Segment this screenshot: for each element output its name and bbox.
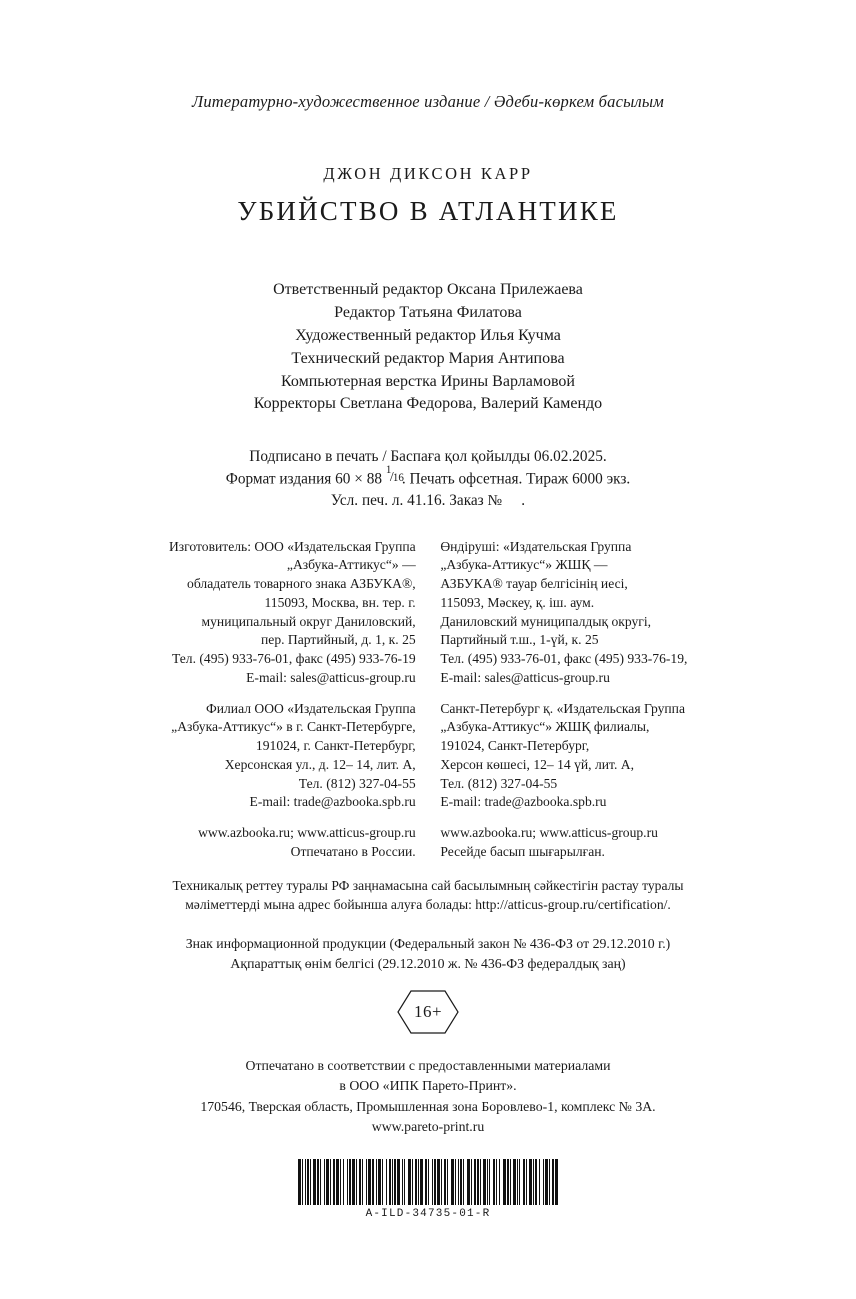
imprint-email-line: E-mail: sales@atticus-group.ru [246,669,416,685]
printed-by-block [120,1056,736,1137]
certification-url-line: мәліметтерді мына адрес бойынша алуға болады: http://atticus-group.ru/certification/. [185,897,671,912]
format-suffix: . Печать офсетная. Тираж 6000 экз. [401,470,631,488]
imprint-email-line: E-mail: trade@azbooka.spb.ru [440,794,607,810]
series-line: Литературно-художественное издание / Әдеби-көркем басылым [191,92,665,111]
imprint-line: „Азбука-Аттикус“» — [286,557,416,573]
imprint-line: обладатель товарного знака АЗБУКА®, [187,576,416,592]
barcode-block [120,1159,736,1220]
credits-block [120,279,736,416]
credit-line: Корректоры Светлана Федорова, Валерий Камендо [253,395,603,413]
imprint-line: Санкт-Петербург қ. «Издательская Группа [440,700,685,716]
imprint-line: „Азбука-Аттикус“» в г. Санкт-Петербурге, [171,719,416,735]
credit-line: Технический редактор Мария Антипова [291,349,565,367]
certification-block [120,876,736,915]
imprint-line: Херсон көшесі, 12– 14 үй, лит. А, [440,756,634,772]
age-badge-wrapper [120,990,736,1034]
imprint-web-kk [440,824,736,862]
imprint-line: Ресейде басып шығарылған. [440,843,605,859]
imprint-line: Филиал ООО «Издательская Группа [206,700,416,716]
imprint-email-line: E-mail: sales@atticus-group.ru [440,669,610,685]
barcode-label: A-ILD-34735-01-R [365,1207,491,1220]
imprint-branch-ru [120,700,416,813]
print-order-text: Усл. печ. л. 41.16. Заказ № [330,491,503,509]
fraction-slash: / [389,468,394,484]
imprint-web-ru [120,824,416,862]
credit-line: Редактор Татьяна Филатова [334,303,522,321]
imprint-line: Өндіруші: «Издательская Группа [440,538,632,554]
imprint-line: АЗБУКА® тауар белгісінің иесі, [440,576,628,592]
imprint-line: пер. Партийный, д. 1, к. 25 [261,632,416,648]
imprint-manufacturer-ru [120,538,416,688]
imprint-line: Изготовитель: ООО «Издательская Группа [168,538,416,554]
print-signed-date: Подписано в печать / Баспаға қол қойылды 06.02.2025. [249,448,607,466]
age-mark-law-kk: Ақпараттық өнім белгісі (29.12.2010 ж. № 436-ФЗ федералдық заң) [230,956,626,972]
imprint-line: 191024, Санкт-Петербург, [440,738,590,754]
imprint-email-line: E-mail: trade@azbooka.spb.ru [249,794,416,810]
certification-line: Техникалық реттеу туралы РФ заңнамасына сай басылымның сәйкестігін растау туралы [172,877,684,893]
imprint-line: Партийный т.ш., 1-үй, к. 25 [440,632,599,648]
imprint-line: „Азбука-Аттикус“» ЖШҚ филиалы, [440,719,650,735]
imprint-website-line: www.azbooka.ru; www.atticus-group.ru [198,825,416,841]
age-mark-law-block [120,934,736,974]
age-rating-badge [397,990,459,1034]
format-prefix: Формат издания 60 × 88 [225,470,386,488]
imprint-column-ru [120,538,422,862]
printed-by-address: 170546, Тверская область, Промышленная зона Боровлево-1, комплекс № 3А. [200,1098,656,1114]
print-format-line [120,464,736,490]
imprint-line: 115093, Москва, вн. тер. г. [264,594,416,610]
imprint-phone-line: Тел. (812) 327-04-55 [298,775,416,791]
imprint-branch-kk [440,700,736,813]
imprint-phone-line: Тел. (495) 933-76-01, факс (495) 933-76-19 [171,651,416,667]
printed-by-line: в ООО «ИПК Парето-Принт». [339,1078,517,1094]
imprint-line: муниципальный округ Даниловский, [201,613,416,629]
print-sheets-order: Усл. печ. л. 41.16. Заказ № . [330,491,526,509]
age-mark-law-ru: Знак информационной продукции (Федеральный закон № 436-ФЗ от 29.12.2010 г.) [185,936,671,952]
imprint-line: Отпечатано в России. [290,843,416,859]
printed-by-website: www.pareto-print.ru [371,1118,485,1134]
imprint-line: Херсонская ул., д. 12– 14, лит. А, [224,756,416,772]
author-name: ДЖОН ДИКСОН КАРР [323,164,533,183]
imprint-block [120,538,736,862]
age-badge-label: 16+ [413,1002,443,1022]
print-info-block [120,446,736,511]
imprint-website-line: www.azbooka.ru; www.atticus-group.ru [440,825,658,841]
imprint-manufacturer-kk [440,538,736,688]
barcode-image [298,1159,559,1205]
format-fraction [385,464,404,485]
imprint-line: Даниловский муниципалдық округі, [440,613,652,629]
fraction-numerator: 1 [385,464,392,477]
book-title: УБИЙСТВО В АТЛАНТИКЕ [237,196,619,226]
imprint-column-kk [432,538,736,862]
imprint-phone-line: Тел. (812) 327-04-55 [440,775,558,791]
credit-line: Компьютерная верстка Ирины Варламовой [281,372,575,390]
credit-line: Ответственный редактор Оксана Прилежаева [273,281,583,298]
credit-line: Художественный редактор Илья Кучма [295,326,561,344]
imprint-line: 191024, г. Санкт-Петербург, [255,738,416,754]
imprint-line: 115093, Мәскеу, қ. іш. аум. [440,594,595,610]
fraction-denominator: 16 [392,472,404,485]
imprint-line: „Азбука-Аттикус“» ЖШҚ — [440,557,608,573]
imprint-phone-line: Тел. (495) 933-76-01, факс (495) 933-76-19, [440,651,688,667]
printed-by-line: Отпечатано в соответствии с предоставленными материалами [245,1058,611,1074]
